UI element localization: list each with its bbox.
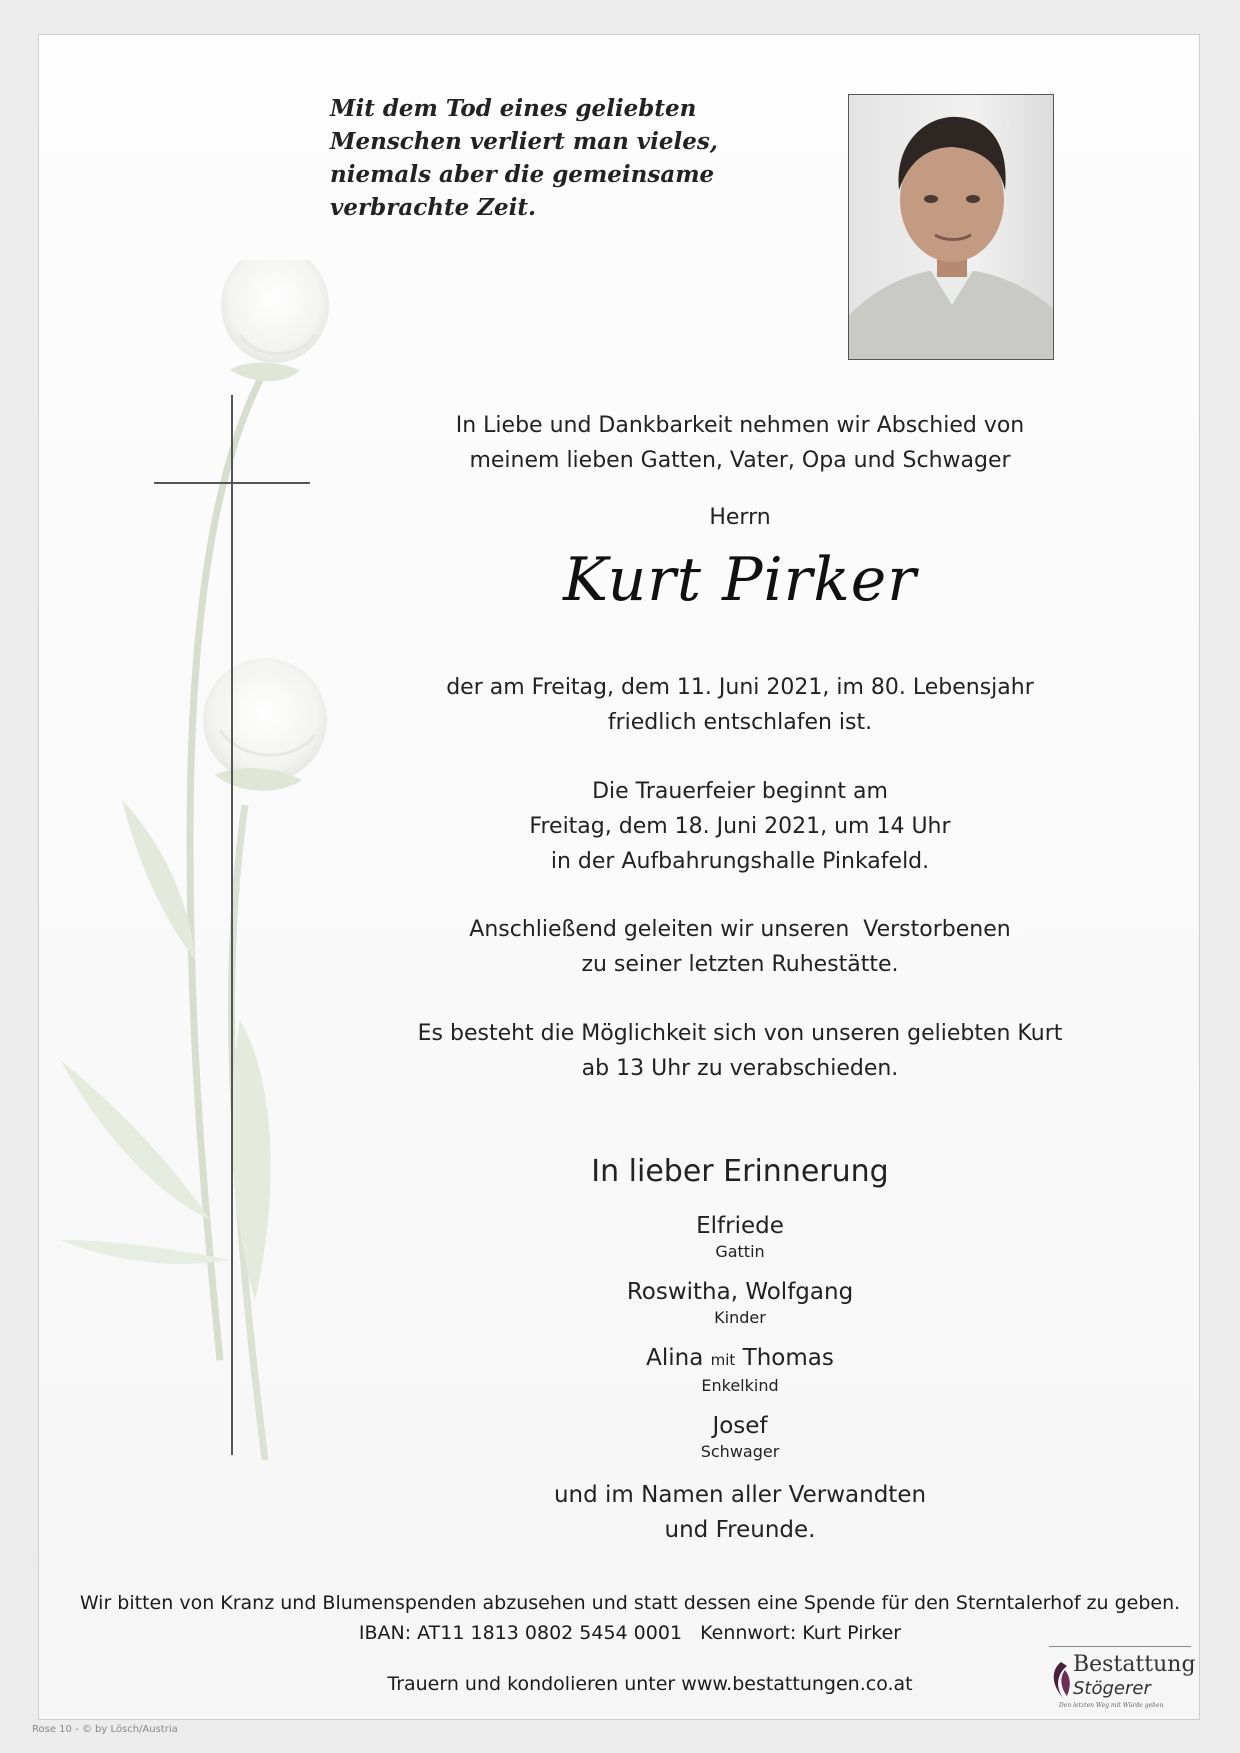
text-line: der am Freitag, dem 11. Juni 2021, im 80. Lebensjahr: [446, 675, 1034, 700]
text-line: meinem lieben Gatten, Vater, Opa und Schwager: [469, 448, 1011, 473]
family-member-role: Schwager: [700, 1442, 780, 1461]
text-line: in der Aufbahrungshalle Pinkafeld.: [550, 849, 930, 874]
quote-line: Mit dem Tod eines geliebten: [330, 95, 697, 122]
text-line: Anschließend geleiten wir unseren Verstorbenen: [469, 917, 1011, 942]
family-member-name: Elfriede: [696, 1213, 784, 1239]
text-line: und im Namen aller Verwandten: [553, 1482, 927, 1508]
logo-mark-icon: [1049, 1660, 1071, 1700]
cross-icon: [231, 395, 233, 1455]
text-line: Freitag, dem 18. Juni 2021, um 14 Uhr: [529, 814, 951, 839]
text-line: ab 13 Uhr zu verabschieden.: [581, 1056, 899, 1081]
family-member-name: Josef: [712, 1413, 768, 1439]
farewell-info: [360, 1016, 1120, 1086]
logo-divider: [1049, 1646, 1191, 1647]
cross-icon: [154, 482, 310, 484]
portrait-photo: [848, 94, 1054, 360]
connector-text: mit: [710, 1351, 736, 1369]
family-member-name: [360, 1342, 1120, 1376]
family-list: [360, 1210, 1120, 1476]
intro-text: [360, 408, 1120, 478]
bestattung-logo-icon: [1045, 1646, 1195, 1712]
quote-line: Menschen verliert man vieles,: [330, 128, 718, 155]
memorial-quote: [330, 92, 730, 224]
memory-heading: In lieber Erinnerung: [591, 1154, 889, 1189]
grandchild-partner-name: Thomas: [742, 1345, 834, 1371]
quote-line: niemals aber die gemeinsame: [330, 161, 715, 188]
ceremony-info: [360, 774, 1120, 879]
image-credit: Rose 10 - © by Lösch/Austria: [32, 1724, 178, 1735]
text-line: Die Trauerfeier beginnt am: [592, 779, 888, 804]
family-member-role: Enkelkind: [701, 1376, 779, 1395]
condolence-link[interactable]: Trauern und kondolieren unter www.bestattungen.co.at: [387, 1673, 913, 1695]
text-line: friedlich entschlafen ist.: [607, 710, 873, 735]
text-line: Es besteht die Möglichkeit sich von unseren geliebten Kurt: [417, 1021, 1063, 1046]
text-line: In Liebe und Dankbarkeit nehmen wir Abschied von: [455, 413, 1025, 438]
quote-line: verbrachte Zeit.: [330, 194, 537, 221]
salutation: Herrn: [709, 505, 771, 530]
logo-tagline: Den letzten Weg mit Würde gehen: [1059, 1702, 1164, 1709]
death-notice: [360, 670, 1120, 740]
text-line: zu seiner letzten Ruhestätte.: [581, 952, 899, 977]
family-member-role: Kinder: [714, 1308, 766, 1327]
rose-icon: [40, 260, 380, 1580]
family-member-name: Roswitha, Wolfgang: [626, 1279, 854, 1305]
donation-request: [60, 1588, 1200, 1648]
closing-text: [360, 1478, 1120, 1548]
logo-text: Stögerer: [1073, 1678, 1151, 1699]
iban-line: IBAN: AT11 1813 0802 5454 0001 Kennwort: Kurt Pirker: [358, 1622, 902, 1644]
deceased-name: Kurt Pirker: [563, 545, 917, 615]
grandchild-name: Alina: [646, 1345, 704, 1371]
logo-text: Bestattung: [1073, 1652, 1196, 1677]
text-line: Wir bitten von Kranz und Blumenspenden abzusehen und statt dessen eine Spende für den Sterntalerhof zu geben.: [79, 1592, 1181, 1614]
burial-info: [360, 912, 1120, 982]
family-member-role: Gattin: [715, 1242, 765, 1261]
text-line: und Freunde.: [664, 1517, 816, 1543]
